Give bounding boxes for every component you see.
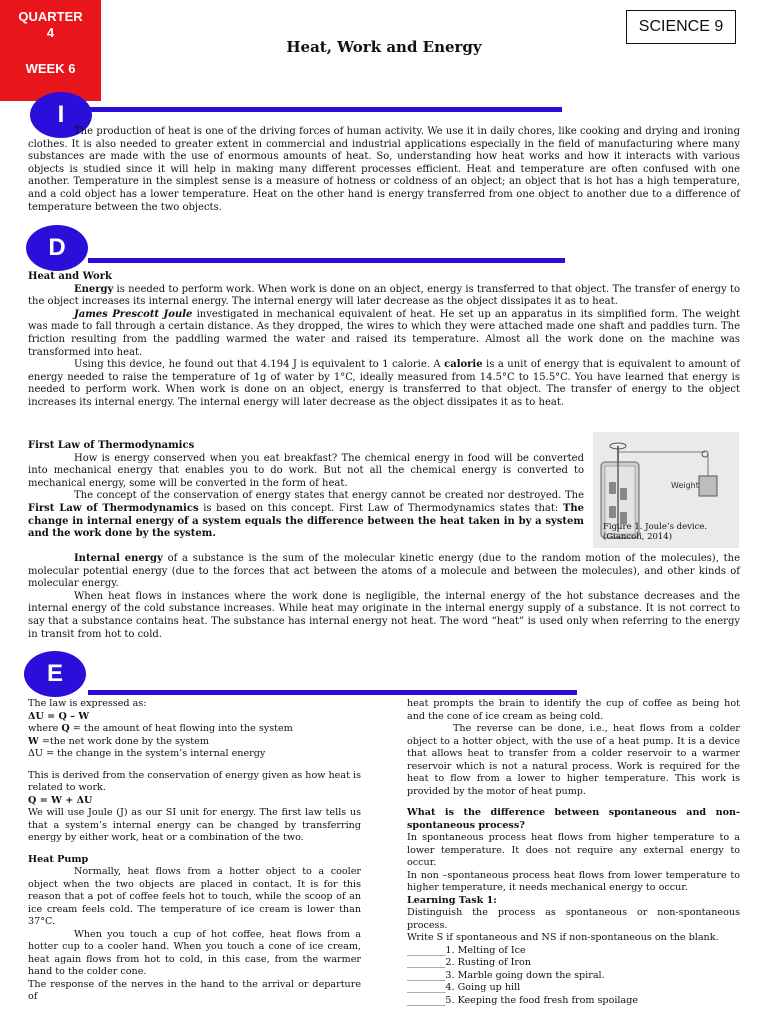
task-item: ________4. Going up hill — [407, 982, 521, 993]
heat-work-p2-text: investigated in mechanical equivalent of heat. He set up an apparatus in its simplified form. The weight was made to fall through a certain distance. As they dropped, the wires to which they were attached made one shaft and paddles turn. The friction resulting from the paddling warmed the water and raised its temperature. Almost all the work done on the machine was transformed into heat. — [28, 308, 741, 358]
weight-label: Weight — [671, 481, 699, 490]
first-law-p3 — [28, 553, 740, 591]
quarter-label: QUARTER — [18, 9, 83, 24]
right-column — [407, 698, 740, 1007]
task-item: ________3. Marble going down the spiral. — [407, 969, 605, 981]
first-law-p4: When heat flows in instances where the work done is negligible, the internal energy of the hot substance decreases and the internal energy of the cold substance increases. While heat may originate in the internal energy supply of a substance. It is not correct to say that a substance contains heat. The substance has internal energy not heat. The word “heat” is used only when referring to the energy in transit from hot to cold. — [28, 590, 740, 640]
first-law-heading: First Law of Thermodynamics — [28, 440, 195, 451]
heat-work-heading: Heat and Work — [28, 271, 112, 282]
law-w-def — [28, 736, 361, 749]
heat-work-p3a: Using this device, he found out that 4.194 J is equivalent to 1 calorie. A — [74, 359, 445, 371]
first-law-p2 — [28, 490, 584, 540]
law-w-symbol: W — [28, 735, 39, 747]
task-item: ________2. Rusting of Iron — [407, 957, 531, 968]
law-intro: The law is expressed as: — [28, 698, 147, 709]
heat-work-p3b: is a unit of energy that is equivalent to amount of energy needed to raise the temperature of 1g of water by 1°C, ideally measured from 14.5°C to 15.5°C. You have learned that energy is needed to perform work. When work is done on an object, energy is transferred to that object. The transfer of energy to the object increases its internal energy. The internal energy will later decrease as the object dissipates it as to heat. — [28, 359, 740, 408]
law-q-text: = the amount of heat flowing into the system — [69, 723, 293, 734]
rearranged-equation: Q = W + ΔU — [28, 794, 93, 806]
spontaneous-text: In spontaneous process heat flows from higher temperature to a lower temperature. It does not require any external energy to occur. — [407, 832, 740, 868]
intro-paragraph — [28, 126, 740, 214]
heat-pump-p3: The response of the nerves in the hand to the arrival or departure of — [28, 978, 361, 1002]
non-spontaneous-text: In non –spontaneous process heat flows from lower temperature to higher temperature, it needs mechanical energy to occur. — [407, 869, 740, 893]
first-law-p1: How is energy conserved when you eat breakfast? The chemical energy in food will be converted into mechanical energy that enables you to do work. But not all the chemical energy is converted to mechanical energy, some will be converted in the form of heat. — [28, 452, 584, 489]
first-law-p3-text: of a substance is the sum of the molecular kinetic energy (due to the random motion of the molecules), the molecular potential energy (due to the forces that act between the atoms of a molecule and between the molecules), and other kinds of molecular energy. — [28, 553, 740, 590]
heat-work-p1-text: is needed to perform work. When work is done on an object, energy is transferred to that object. The transfer of energy to the object increases its internal energy. The internal energy will later decrease as the object dissipates it as to heat. — [28, 283, 740, 308]
section-i-marker: I — [30, 92, 92, 138]
reverse-text: The reverse can be done, i.e., heat flows from a colder object to a hotter object, with the use of a heat pump. It is a device that allows heat to transfer from a colder reservoir to a warmer reservoir which is not a natural process. Work is required for the heat to flow from a lower to higher temperature. This work is provided by the motor of heat pump. — [407, 723, 740, 797]
question-heading: What is the difference between spontaneous and non-spontaneous process? — [407, 807, 740, 831]
first-law-statement: The change in internal energy of a system equals the difference between the heat taken in by a system and the work done by the system. — [28, 502, 584, 540]
learning-task-heading: Learning Task 1: — [407, 894, 497, 906]
task-instruction-2: Write S if spontaneous and NS if non-spontaneous on the blank. — [407, 932, 719, 943]
calorie-term: calorie — [444, 359, 483, 371]
conservation-text: This is derived from the conservation of energy given as how heat is related to work. — [28, 769, 361, 793]
law-q-symbol: Q — [61, 723, 70, 734]
first-law-p2a: The concept of the conservation of energy states that energy cannot be created nor destroyed. The — [74, 490, 584, 502]
first-law-term: First Law of Thermodynamics — [28, 502, 199, 514]
first-law-section — [28, 440, 584, 541]
left-column — [28, 698, 361, 1004]
law-w-text: =the net work done by the system — [38, 735, 209, 747]
figure-caption: Figure 1. Joule’s device. (Giancoli, 2014) — [603, 522, 708, 542]
heat-prompts-text: heat prompts the brain to identify the cup of coffee as being hot and the cone of ice cream as being cold. — [407, 698, 740, 722]
law-q-def — [28, 723, 361, 736]
subject-box: SCIENCE 9 — [626, 10, 736, 44]
section-e-marker: E — [24, 651, 86, 697]
heat-work-p3 — [28, 359, 740, 409]
heat-work-p2 — [28, 309, 740, 359]
section-e-bar — [88, 690, 577, 695]
section-d-marker: D — [26, 225, 88, 271]
intro-text: The production of heat is one of the driving forces of human activity. We use it in daily chores, like cooking and drying and ironing clothes. It is also needed to greater extent in commercial and industrial applications especially in the field of manufacturing where many substances are made with the use of enormous amounts of heat. So, understanding how heat works and how it interacts with various objects is studied since it will help in making many different processes efficient. Heat and temperature are often confused with one another. Temperature in the simplest sense is a measure of hotness or coldness of an object; an object that is hot has a high temperature, and a cold object has a lower temperature. Heat on the other hand is energy transferred from one object to another due to a difference of temperature between the two objects. — [28, 126, 740, 213]
law-u-def: ΔU = the change in the system’s internal energy — [28, 748, 266, 759]
task-instruction-1: Distinguish the process as spontaneous or non-spontaneous process. — [407, 907, 740, 931]
task-item: ________5. Keeping the food fresh from spoilage — [407, 994, 639, 1006]
task-item: ________1. Melting of Ice — [407, 944, 526, 956]
week-label: WEEK 6 — [25, 61, 76, 76]
heat-work-p1 — [28, 284, 740, 309]
quarter-number: 4 — [46, 25, 55, 40]
first-law-continued — [28, 553, 740, 641]
law-q-where: where — [28, 723, 62, 734]
heat-pump-heading: Heat Pump — [28, 853, 89, 865]
heat-pump-p2: When you touch a cup of hot coffee, heat flows from a hotter cup to a cooler hand. When you touch a cone of ice cream, heat again flows from hot to cold, in this case, from the warmer hand to the colder cone. — [28, 928, 361, 977]
si-unit-text: We will use Joule (J) as our SI unit for energy. The first law tells us that a system’s internal energy can be changed by transferring energy by either work, heat or a combination of the two. — [28, 807, 361, 843]
energy-term: Energy — [74, 283, 114, 295]
section-i-bar — [89, 107, 562, 112]
section-d-bar — [88, 258, 565, 263]
joule-name: James Prescott Joule — [74, 308, 193, 320]
heat-pump-p1: Normally, heat flows from a hotter object to a cooler object when the two objects are placed in contact. It is for this reason that a pot of coffee feels hot to touch, while the scoop of an ice cream feels cold. The temperature of ice cream is lower than 37°C. — [28, 866, 361, 927]
internal-energy-term: Internal energy — [74, 553, 163, 564]
first-law-p2b: is based on this concept. First Law of Thermodynamics states that: — [198, 502, 563, 514]
heat-work-section — [28, 271, 740, 410]
law-equation: ΔU = Q – W — [28, 710, 90, 722]
page-title: Heat, Work and Energy — [286, 38, 482, 56]
